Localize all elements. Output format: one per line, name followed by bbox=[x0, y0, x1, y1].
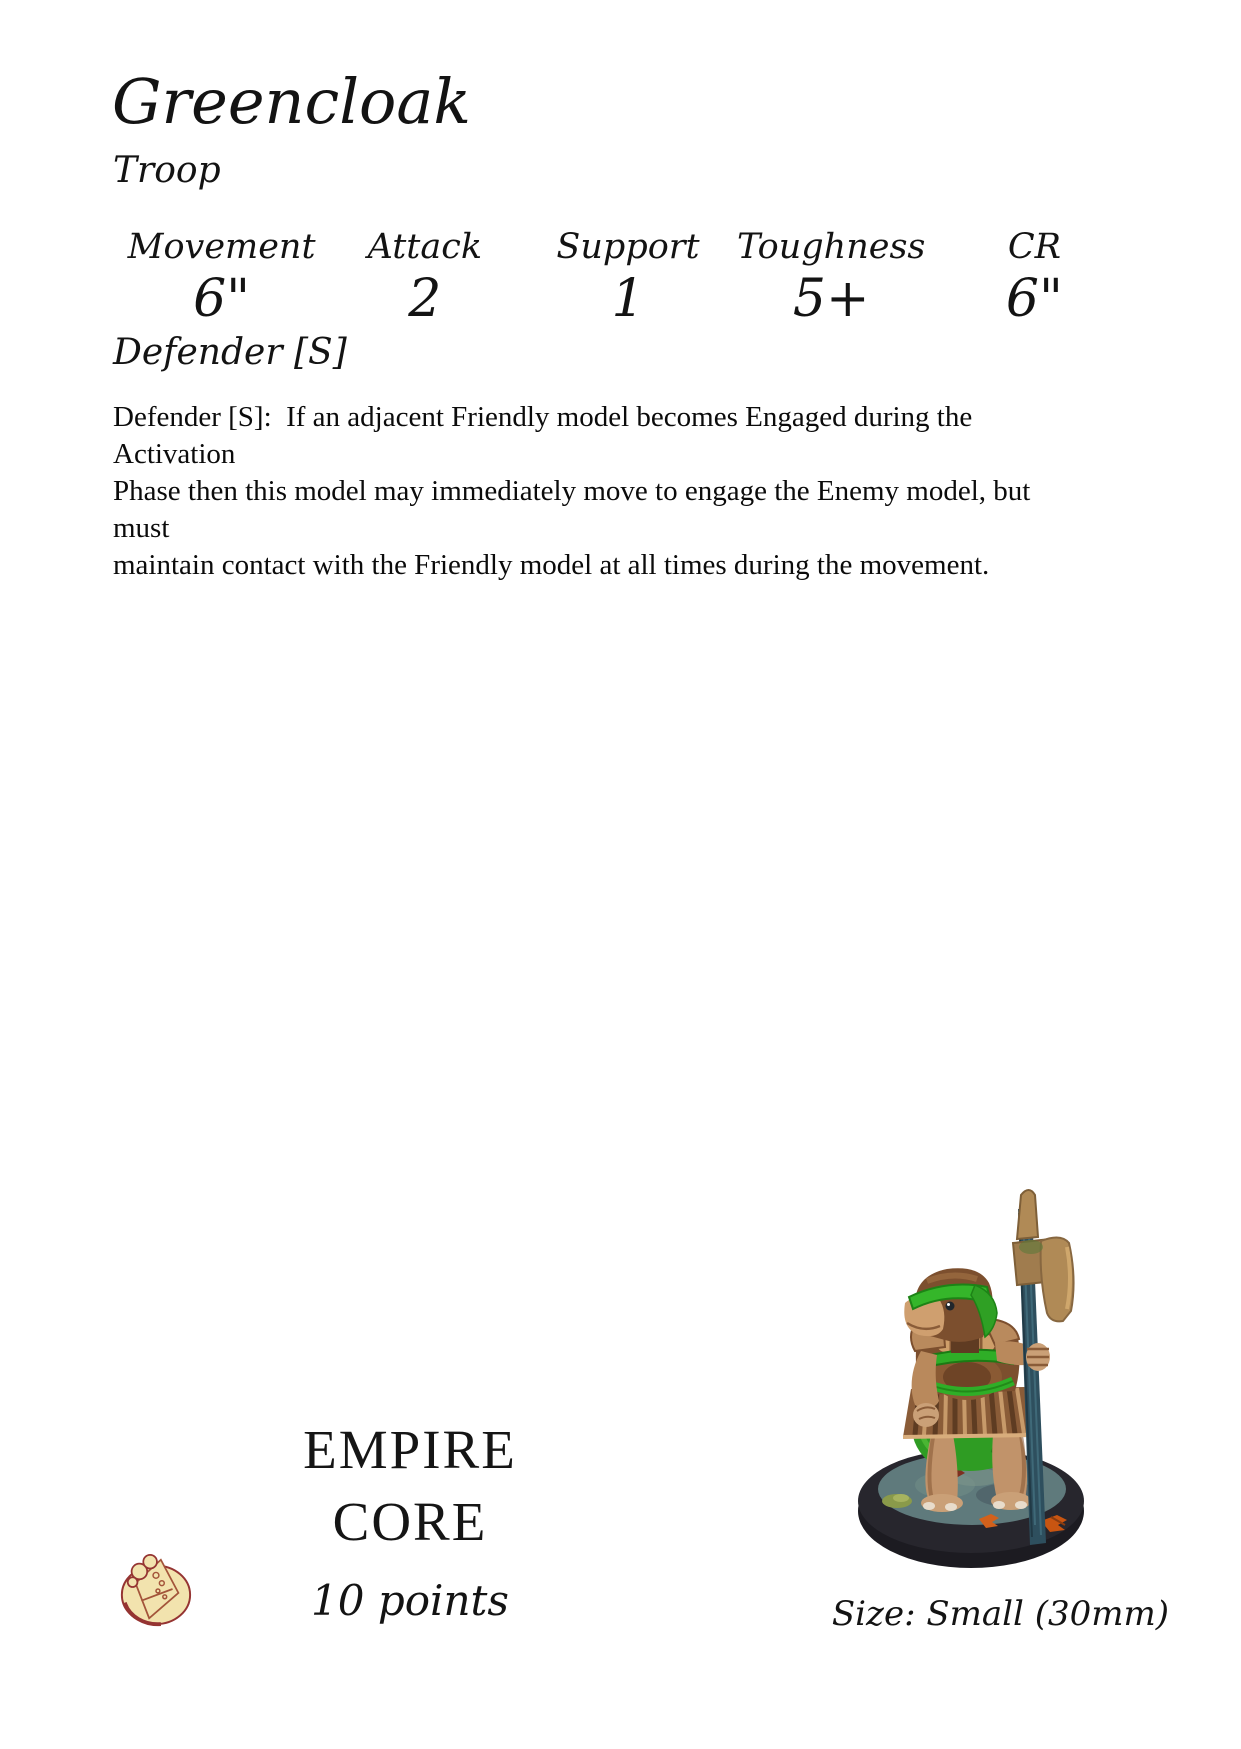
stat-cr bbox=[933, 226, 1136, 328]
stat-value-attack: 2 bbox=[408, 269, 442, 329]
rule-text-line: Defender [S]: If an adjacent Friendly model becomes Engaged during the Activation bbox=[113, 401, 978, 470]
army-category: CORE bbox=[332, 1491, 488, 1552]
stat-attack bbox=[323, 226, 526, 328]
stat-label-attack: Attack bbox=[367, 227, 483, 267]
stat-value-movement: 6" bbox=[193, 269, 251, 329]
stat-label-support: Support bbox=[556, 227, 700, 267]
stat-value-cr: 6" bbox=[1005, 269, 1063, 329]
unit-name: Greencloak bbox=[112, 65, 471, 138]
miniature-photo bbox=[845, 1185, 1095, 1585]
stat-toughness bbox=[730, 226, 933, 328]
stat-table bbox=[120, 226, 1136, 328]
stat-value-support: 1 bbox=[611, 269, 645, 329]
rule-text-line: maintain contact with the Friendly model at all times during the movement. bbox=[113, 549, 990, 581]
stat-label-cr: CR bbox=[1007, 227, 1061, 267]
publisher-logo-icon bbox=[116, 1550, 194, 1628]
size-note: Size: Small (30mm) bbox=[831, 1594, 1169, 1634]
rule-text bbox=[113, 399, 1073, 584]
army-name: EMPIRE bbox=[303, 1419, 517, 1480]
stat-movement bbox=[120, 226, 323, 328]
points-value: 10 points bbox=[311, 1576, 509, 1625]
faction-block bbox=[240, 1418, 580, 1626]
stat-label-movement: Movement bbox=[127, 227, 316, 267]
stat-support bbox=[526, 226, 729, 328]
stat-value-toughness: 5+ bbox=[792, 269, 870, 329]
ability-heading: Defender [S] bbox=[113, 332, 347, 373]
stat-label-toughness: Toughness bbox=[737, 227, 926, 267]
unit-type: Troop bbox=[113, 150, 221, 191]
rule-text-line: Phase then this model may immediately move to engage the Enemy model, but must bbox=[113, 475, 1038, 544]
